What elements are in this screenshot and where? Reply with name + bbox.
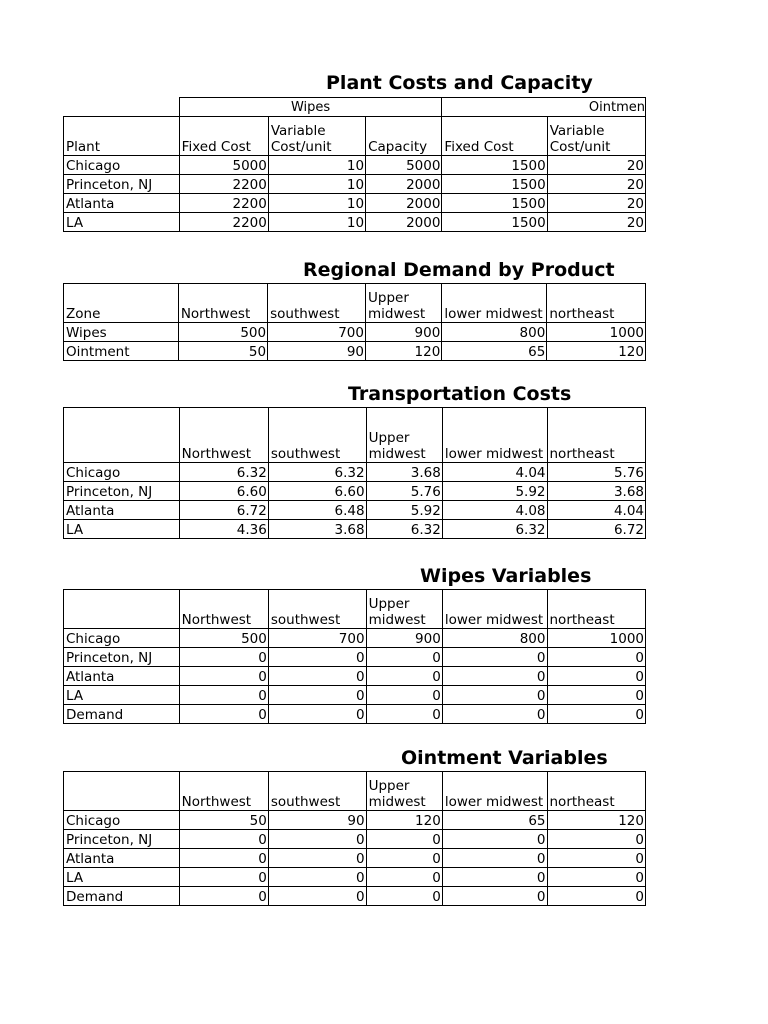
regional-demand-title: Regional Demand by Product [303,259,615,281]
data-cell[interactable]: 6.72 [179,501,268,520]
column-header[interactable]: Variable Cost/unit [547,116,645,155]
data-cell[interactable]: 800 [442,323,547,342]
row-label[interactable]: Chicago [64,629,180,648]
data-cell[interactable]: 6.32 [268,463,366,482]
row-label[interactable]: Wipes [64,323,179,342]
data-cell[interactable]: 0 [442,830,547,849]
data-cell[interactable]: 0 [547,868,646,887]
data-cell[interactable]: 0 [179,667,268,686]
data-cell[interactable]: 1500 [442,155,547,174]
row-label[interactable]: Princeton, NJ [64,648,180,667]
data-cell[interactable]: 2200 [179,174,268,193]
data-cell[interactable]: 90 [268,811,366,830]
ointment-variables-table [63,771,646,906]
data-cell[interactable]: 2200 [179,193,268,212]
column-header[interactable]: Fixed Cost [442,116,547,155]
table-row [64,193,646,212]
plant-costs-table [63,97,646,232]
data-cell[interactable]: 120 [366,811,442,830]
data-cell[interactable]: 1500 [442,212,547,231]
column-header[interactable] [64,772,180,811]
data-cell[interactable]: 4.04 [547,501,646,520]
column-header[interactable]: Northwest [179,408,268,463]
data-cell[interactable]: 0 [179,849,268,868]
row-label[interactable]: Chicago [64,811,180,830]
data-cell[interactable]: 500 [179,629,268,648]
data-cell[interactable]: 20 [547,155,645,174]
column-header[interactable]: lower midwest [442,772,547,811]
row-label[interactable]: Princeton, NJ [64,830,180,849]
plant-costs-title: Plant Costs and Capacity [326,72,593,94]
data-cell[interactable]: 0 [366,648,442,667]
data-cell[interactable]: 6.32 [366,520,442,539]
data-cell[interactable]: 0 [442,887,547,906]
column-header[interactable]: northeast [547,772,646,811]
data-cell[interactable]: 10 [268,193,365,212]
table-row [64,520,646,539]
data-cell[interactable]: 0 [366,705,442,724]
table-row [64,667,646,686]
data-cell[interactable]: 0 [547,705,646,724]
row-label[interactable]: Atlanta [64,667,180,686]
data-cell[interactable]: 120 [547,811,646,830]
data-cell[interactable]: 0 [442,648,547,667]
data-cell[interactable]: 0 [179,686,268,705]
data-cell[interactable]: 6.48 [268,501,366,520]
column-header[interactable]: lower midwest [442,590,547,629]
data-cell[interactable]: 0 [179,887,268,906]
data-cell[interactable]: 2000 [366,193,442,212]
data-cell[interactable]: 0 [268,868,366,887]
column-header[interactable]: Fixed Cost [179,116,268,155]
table-row [64,323,646,342]
column-header[interactable]: Upper midwest [366,284,442,323]
table-row [64,705,646,724]
table-row [64,212,646,231]
row-label[interactable]: Princeton, NJ [64,482,180,501]
data-cell[interactable]: 20 [547,174,645,193]
data-cell[interactable]: 3.68 [268,520,366,539]
plant-costs-group-row [64,98,646,117]
data-cell[interactable]: 1500 [442,174,547,193]
data-cell[interactable]: 0 [547,648,646,667]
data-cell[interactable]: 5.76 [366,482,442,501]
table-row [64,811,646,830]
data-cell[interactable]: 6.72 [547,520,646,539]
data-cell[interactable]: 800 [442,629,547,648]
data-cell[interactable]: 2000 [366,174,442,193]
data-cell[interactable]: 10 [268,155,365,174]
table-row [64,830,646,849]
data-cell[interactable]: 0 [268,667,366,686]
table-row [64,686,646,705]
data-cell[interactable]: 0 [268,686,366,705]
data-cell[interactable]: 10 [268,174,365,193]
column-header[interactable] [64,590,180,629]
data-cell[interactable]: 6.32 [179,463,268,482]
row-label[interactable]: Princeton, NJ [64,174,180,193]
data-cell[interactable]: 0 [268,648,366,667]
data-cell[interactable]: 4.04 [442,463,547,482]
column-header[interactable]: southwest [268,772,366,811]
table-row [64,155,646,174]
regional-demand-table [63,283,646,361]
column-header[interactable]: Upper midwest [366,772,442,811]
data-cell[interactable]: 3.68 [366,463,442,482]
data-cell[interactable]: 0 [179,648,268,667]
regional-demand-header-row [64,284,646,323]
column-header[interactable]: lower midwest [442,284,547,323]
data-cell[interactable]: 120 [547,342,646,361]
row-label[interactable]: LA [64,868,180,887]
data-cell[interactable]: 6.60 [268,482,366,501]
column-header[interactable]: Plant [64,116,180,155]
column-header[interactable] [64,408,180,463]
row-label[interactable]: Demand [64,887,180,906]
ointment-variables-header-row [64,772,646,811]
plant-costs-header-row [64,116,646,155]
group-header-wipes[interactable]: Wipes [179,98,442,117]
group-header-ointment[interactable]: Ointmen [442,98,646,117]
column-header[interactable]: Capacity [366,116,442,155]
data-cell[interactable]: 65 [442,342,547,361]
row-label[interactable]: Atlanta [64,849,180,868]
data-cell[interactable]: 4.36 [179,520,268,539]
column-header[interactable]: southwest [268,408,366,463]
data-cell[interactable]: 5.92 [366,501,442,520]
transport-costs-table [63,407,646,539]
table-row [64,648,646,667]
column-header[interactable]: northeast [547,284,646,323]
row-label[interactable]: Ointment [64,342,179,361]
data-cell[interactable]: 1500 [442,193,547,212]
column-header[interactable]: lower midwest [442,408,547,463]
data-cell[interactable]: 0 [366,887,442,906]
row-label[interactable]: LA [64,520,180,539]
data-cell[interactable]: 0 [268,705,366,724]
data-cell[interactable]: 0 [547,887,646,906]
data-cell[interactable]: 900 [366,323,442,342]
data-cell[interactable]: 0 [547,849,646,868]
data-cell[interactable]: 5000 [179,155,268,174]
data-cell[interactable]: 0 [268,830,366,849]
table-row [64,868,646,887]
data-cell[interactable]: 20 [547,212,645,231]
data-cell[interactable]: 0 [366,686,442,705]
data-cell[interactable]: 0 [366,868,442,887]
row-label[interactable]: LA [64,686,180,705]
column-header[interactable]: Northwest [179,590,268,629]
data-cell[interactable]: 120 [366,342,442,361]
column-header[interactable]: Variable Cost/unit [268,116,365,155]
data-cell[interactable]: 0 [442,849,547,868]
transport-costs-title: Transportation Costs [348,383,572,405]
data-cell[interactable]: 0 [442,686,547,705]
table-row [64,501,646,520]
column-header[interactable]: Upper midwest [366,590,442,629]
data-cell[interactable]: 50 [178,342,267,361]
data-cell[interactable]: 0 [547,667,646,686]
row-label[interactable]: Demand [64,705,180,724]
data-cell[interactable]: 1000 [547,629,646,648]
data-cell[interactable]: 2200 [179,212,268,231]
data-cell[interactable]: 0 [547,686,646,705]
data-cell[interactable]: 500 [178,323,267,342]
data-cell[interactable]: 0 [366,667,442,686]
data-cell[interactable]: 0 [547,830,646,849]
wipes-variables-header-row [64,590,646,629]
data-cell[interactable]: 2000 [366,212,442,231]
data-cell[interactable]: 6.32 [442,520,547,539]
data-cell[interactable]: 0 [442,868,547,887]
wipes-variables-table [63,589,646,724]
data-cell[interactable]: 5000 [366,155,442,174]
spreadsheet-cell[interactable] [64,98,180,117]
data-cell[interactable]: 0 [268,887,366,906]
data-cell[interactable]: 0 [179,868,268,887]
data-cell[interactable]: 0 [179,830,268,849]
data-cell[interactable]: 700 [268,629,366,648]
table-row [64,887,646,906]
data-cell[interactable]: 20 [547,193,645,212]
table-row [64,482,646,501]
data-cell[interactable]: 5.76 [547,463,646,482]
wipes-variables-title: Wipes Variables [420,565,592,587]
row-label[interactable]: LA [64,212,180,231]
data-cell[interactable]: 0 [366,849,442,868]
data-cell[interactable]: 90 [268,342,366,361]
column-header[interactable]: southwest [268,590,366,629]
column-header[interactable]: northeast [547,590,646,629]
data-cell[interactable]: 4.08 [442,501,547,520]
row-label[interactable]: Chicago [64,463,180,482]
data-cell[interactable]: 700 [268,323,366,342]
column-header[interactable]: Upper midwest [366,408,442,463]
column-header[interactable]: Northwest [179,772,268,811]
data-cell[interactable]: 0 [442,705,547,724]
column-header[interactable]: Northwest [178,284,267,323]
transport-costs-header-row [64,408,646,463]
ointment-variables-title: Ointment Variables [401,747,608,769]
table-row [64,342,646,361]
column-header[interactable]: northeast [547,408,646,463]
data-cell[interactable]: 0 [442,667,547,686]
row-label[interactable]: Atlanta [64,501,180,520]
data-cell[interactable]: 0 [268,849,366,868]
data-cell[interactable]: 1000 [547,323,646,342]
table-row [64,849,646,868]
data-cell[interactable]: 0 [366,830,442,849]
row-label[interactable]: Atlanta [64,193,180,212]
data-cell[interactable]: 6.60 [179,482,268,501]
data-cell[interactable]: 3.68 [547,482,646,501]
row-label[interactable]: Chicago [64,155,180,174]
table-row [64,174,646,193]
data-cell[interactable]: 50 [179,811,268,830]
table-row [64,463,646,482]
data-cell[interactable]: 0 [179,705,268,724]
table-row [64,629,646,648]
data-cell[interactable]: 65 [442,811,547,830]
data-cell[interactable]: 5.92 [442,482,547,501]
column-header[interactable]: Zone [64,284,179,323]
data-cell[interactable]: 900 [366,629,442,648]
column-header[interactable]: southwest [268,284,366,323]
data-cell[interactable]: 10 [268,212,365,231]
